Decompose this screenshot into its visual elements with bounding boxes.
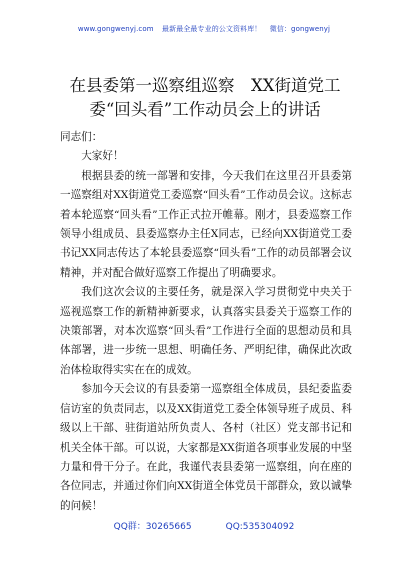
paragraph-3: 参加今天会议的有县委第一巡察组全体成员，县纪委监委信访室的负责同志，以及XX街道党工委全体领导班子成员、科级以上干部、驻街道站所负责人、各村（社区）党支部书记和机关全体干部。可以说，大家都是XX街道各项事业发展的中坚力量和骨干分子。在此，我谨代表县委第一巡察组，向在座的各位同志，并通过你们向XX街道全体党员干部群众，致以诚挚的问候！ [60, 383, 352, 512]
qq-group: QQ群：30265665 [113, 522, 192, 532]
greeting: 大家好！ [81, 150, 124, 163]
wechat-id: 微信：gongwenyj [269, 25, 331, 33]
site-slogan: 最新最全最专业的公文资料库！ [162, 25, 262, 33]
site-link[interactable]: www.gongwenyj.com [77, 25, 154, 33]
footer-contact [0, 519, 408, 532]
header-banner [0, 24, 408, 34]
salutation: 同志们： [60, 131, 103, 143]
document-body [60, 128, 352, 516]
paragraph-2: 我们这次会议的主要任务，就是深入学习贯彻党中央关于巡视巡察工作的新精神新要求，认真落实县委关于巡察工作的决策部署，对本次巡察“回头看”工作进行全面的思想动员和具体部署，进一步统一思想、明确任务、严明纪律，确保此次政治体检取得实实在在的成效。 [60, 286, 352, 376]
qq-number: QQ:535304092 [225, 522, 295, 532]
paragraph-1: 根据县委的统一部署和安排，今天我们在这里召开县委第一巡察组对XX街道党工委巡察“回头看”工作动员会议。这标志着本轮巡察“回头看”工作正式拉开帷幕。刚才，县委巡察工作领导小组成员、县委巡察办主任X同志，已经向XX街道党工委书记XX同志传达了本轮县委巡察“回头看”工作的动员部署会议精神，并对配合做好巡察工作提出了明确要求。 [60, 169, 352, 279]
document-title: 在县委第一巡察组巡察 XX街道党工委“回头看”工作动员会上的讲话 [69, 76, 341, 119]
